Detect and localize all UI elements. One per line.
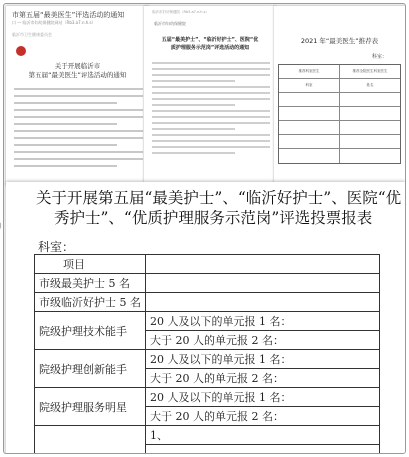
table-header-cell: 项目 xyxy=(35,255,146,274)
table-header-row xyxy=(35,255,380,274)
doctor-recommend-form xyxy=(274,6,405,184)
org-logo-icon xyxy=(16,46,26,56)
notice-doctor-org: 临沂市卫生健康委员会 xyxy=(12,32,52,37)
table-row: 1、 xyxy=(35,426,380,445)
vote-report-document xyxy=(6,182,405,454)
table-row: 大于 20 人的单元报 2 名： xyxy=(35,369,380,388)
screenshot-frame xyxy=(3,3,406,454)
notice-nurse-page xyxy=(144,6,276,182)
table-row: 市级临沂好护士 5 名 xyxy=(35,293,380,312)
notice-doctor-page xyxy=(6,6,149,186)
dept-label: 科室： xyxy=(38,240,75,254)
table-row: 院级护理技术能手 20 人及以下的单元报 1 名： xyxy=(35,312,380,331)
notice-doctor-body xyxy=(6,80,149,167)
notice-nurse-body xyxy=(144,52,276,154)
notice-doctor-header: 市第五届“最美医生”评选活动的通知 xyxy=(12,11,125,19)
notice-nurse-org: 临沂市妇幼保健院 xyxy=(154,21,186,26)
page-edge-mark xyxy=(0,222,2,230)
report-title-line-2: 秀护士”、“优质护理服务示范岗”评选投票报表 xyxy=(54,209,373,227)
table-row: 院级护理服务明星 20 人及以下的单元报 1 名： xyxy=(35,388,380,407)
table-row: 大于 20 人的单元报 2 名： xyxy=(35,331,380,350)
notice-doctor-title: 关于开展临沂市 第五届“最美医生”评选活动的通知 xyxy=(28,62,127,79)
doctor-form-title: 2021 年“最美医生”推荐表 xyxy=(300,37,379,45)
notice-nurse-title: 五届“最美护士”、“临沂好护士”、医院“优 质护理服务示范岗”评选活动的通知 xyxy=(161,37,259,51)
table-row: 院级护理创新能手 20 人及以下的单元报 1 名： xyxy=(35,350,380,369)
doctor-form-dept: 科室： xyxy=(371,54,387,60)
notice-nurse-url: 临沂市妇幼保健院（Rb3.a7.n.h.s） xyxy=(152,10,209,14)
report-title-line-1: 关于开展第五届“最美护士”、“临沂好护士”、医院“优 xyxy=(36,189,402,207)
table-row: 市级最美护士 5 名 xyxy=(35,274,380,293)
table-row: 大于 20 人的单元报 2 名： xyxy=(35,407,380,426)
doctor-form-table: 推荐科室医生 推荐全院医生科室医生 科室 姓名 xyxy=(278,64,401,164)
notice-doctor-url: 口 — 临沂市妇幼保健院网站（Rb3.a7.n.h.s） xyxy=(12,20,96,25)
vote-table xyxy=(34,254,380,454)
